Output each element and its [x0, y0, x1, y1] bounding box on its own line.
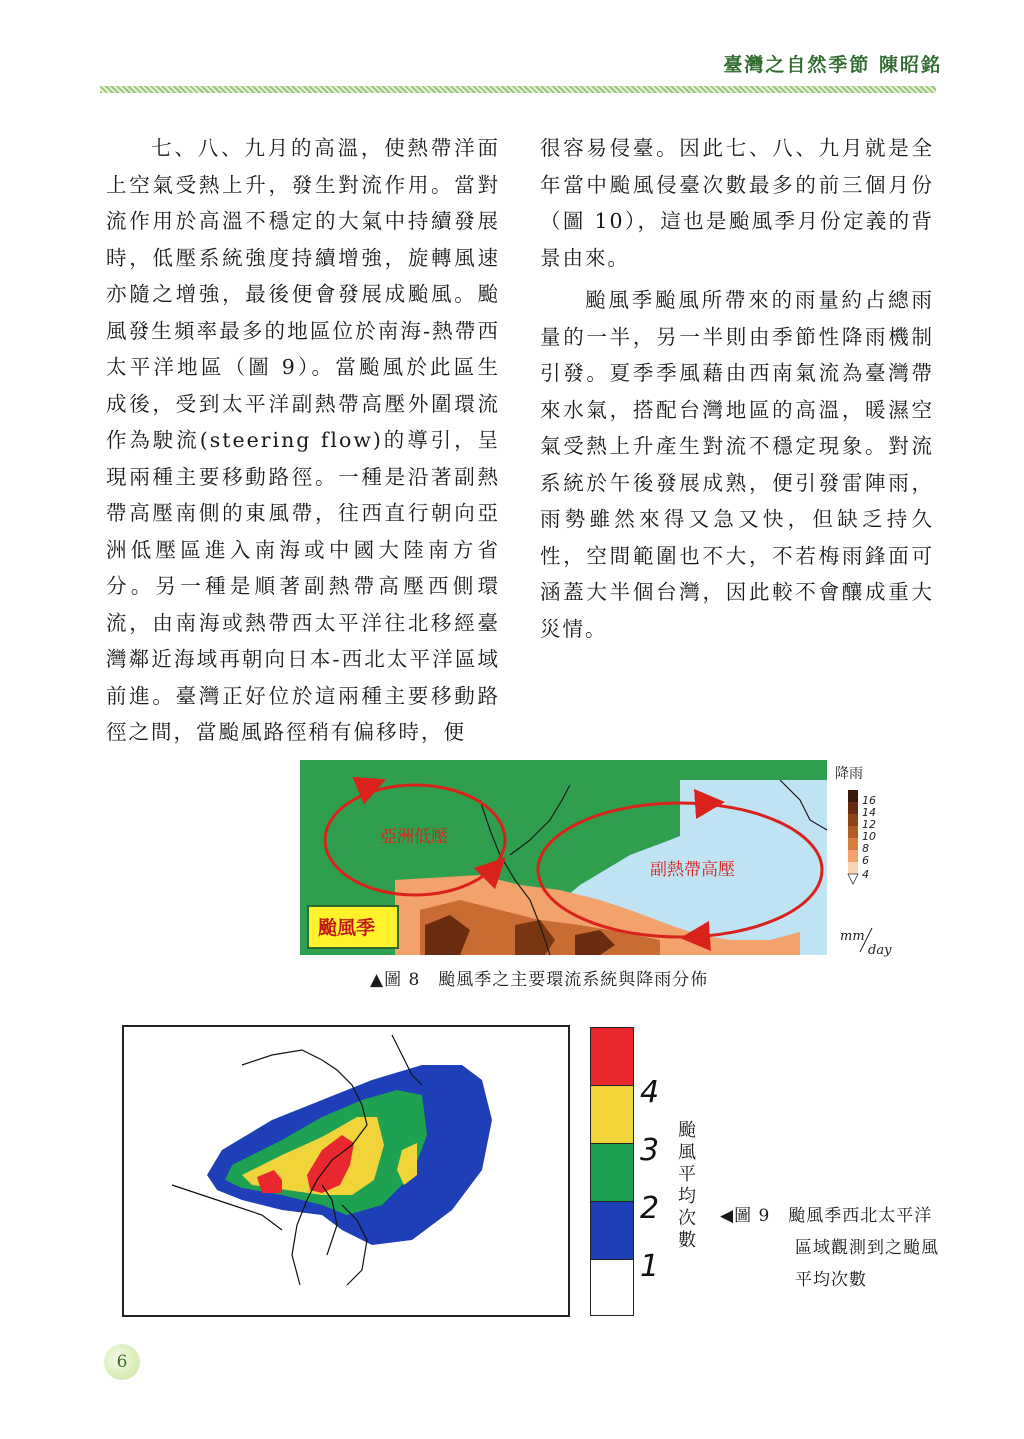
scale-label: 颱風平均次數 — [678, 1120, 696, 1251]
legend-tick: 8 — [862, 842, 869, 855]
legend-tick: 4 — [862, 868, 869, 881]
text-column-left — [106, 130, 500, 751]
legend-tick: 16 — [862, 794, 876, 807]
figure-8-map — [300, 760, 900, 960]
legend-tick: 14 — [862, 806, 876, 819]
legend-tick: 10 — [862, 830, 876, 843]
scale-band-green — [591, 1144, 633, 1202]
scale-number: 1 — [640, 1249, 660, 1284]
scale-numbers — [640, 1064, 659, 1296]
running-header: 臺灣之自然季節 陳昭銘 — [723, 54, 942, 76]
scale-number: 2 — [640, 1191, 660, 1226]
figure-9-caption — [720, 1200, 939, 1296]
legend-unit-mm: mm — [840, 929, 865, 944]
subtropical-high-label: 副熱帶高壓 — [650, 860, 735, 880]
paragraph: 颱風季颱風所帶來的雨量約占總雨量的一半，另一半則由季節性降雨機制引發。夏季季風藉由西南氣流為臺灣帶來水氣，搭配台灣地區的高溫，暖濕空氣受熱上升產生對流不穩定現象。對流系統於午後發展成熟，便引發雷陣雨，雨勢雖然來得又急又快，但缺乏持久性，空間範圍也不大，不若梅雨鋒面可涵蓋大半個台灣，因此較不會釀成重大災情。 — [540, 288, 934, 641]
paragraph: 七、八、九月的高溫，使熱帶洋面上空氣受熱上升，發生對流作用。當對流作用於高溫不穩定的大氣中持續發展時，低壓系統強度持續增強，旋轉風速亦隨之增強，最後便會發展成颱風。颱風發生頻率最多的地區位於南海-熱帶西太平洋地區（圖 9）。當颱風於此區生成後，受到太平洋副熱帶高壓外圍環流作為駛流(steering flow)的導引，呈現兩種主要移動路徑。一種是沿著副熱帶高壓南側的東風帶，往西直行朝向亞洲低壓區進入南海或中國大陸南方省分。另一種是順著副熱帶高壓西側環流，由南海或熱帶西太平洋往北移經臺灣鄰近海域再朝向日本-西北太平洋區域前進。臺灣正好位於這兩種主要移動路徑之間，當颱風路徑稍有偏移時，便 — [106, 136, 500, 744]
legend-unit-day: day — [868, 943, 892, 958]
figure-8-caption: ▲圖 8 颱風季之主要環流系統與降雨分佈 — [370, 970, 709, 990]
page-number: 6 — [104, 1344, 140, 1380]
asian-low-label: 亞洲低壓 — [380, 827, 448, 847]
scale-band-blue — [591, 1202, 633, 1260]
caption-line: 區域觀測到之颱風 — [795, 1238, 939, 1258]
caption-line: ◀圖 9 颱風季西北太平洋 — [720, 1206, 933, 1226]
scale-number: 4 — [640, 1075, 660, 1110]
figure-9-map — [122, 1025, 570, 1317]
caption-line: 平均次數 — [795, 1270, 867, 1290]
scale-band-yellow — [591, 1086, 633, 1144]
legend-tick: 12 — [862, 818, 876, 831]
scale-number: 3 — [640, 1133, 660, 1168]
scale-band-red — [591, 1028, 633, 1086]
legend-title: 降雨 — [835, 766, 863, 782]
typhoon-season-badge: 颱風季 — [318, 917, 376, 939]
figure-9-scale — [590, 1027, 634, 1316]
scale-band-white — [591, 1260, 633, 1311]
header-divider — [100, 86, 936, 93]
text-column-right — [540, 130, 934, 647]
legend-tick: 6 — [862, 854, 869, 867]
paragraph: 很容易侵臺。因此七、八、九月就是全年當中颱風侵臺次數最多的前三個月份（圖 10），這也是颱風季月份定義的背景由來。 — [540, 136, 934, 270]
